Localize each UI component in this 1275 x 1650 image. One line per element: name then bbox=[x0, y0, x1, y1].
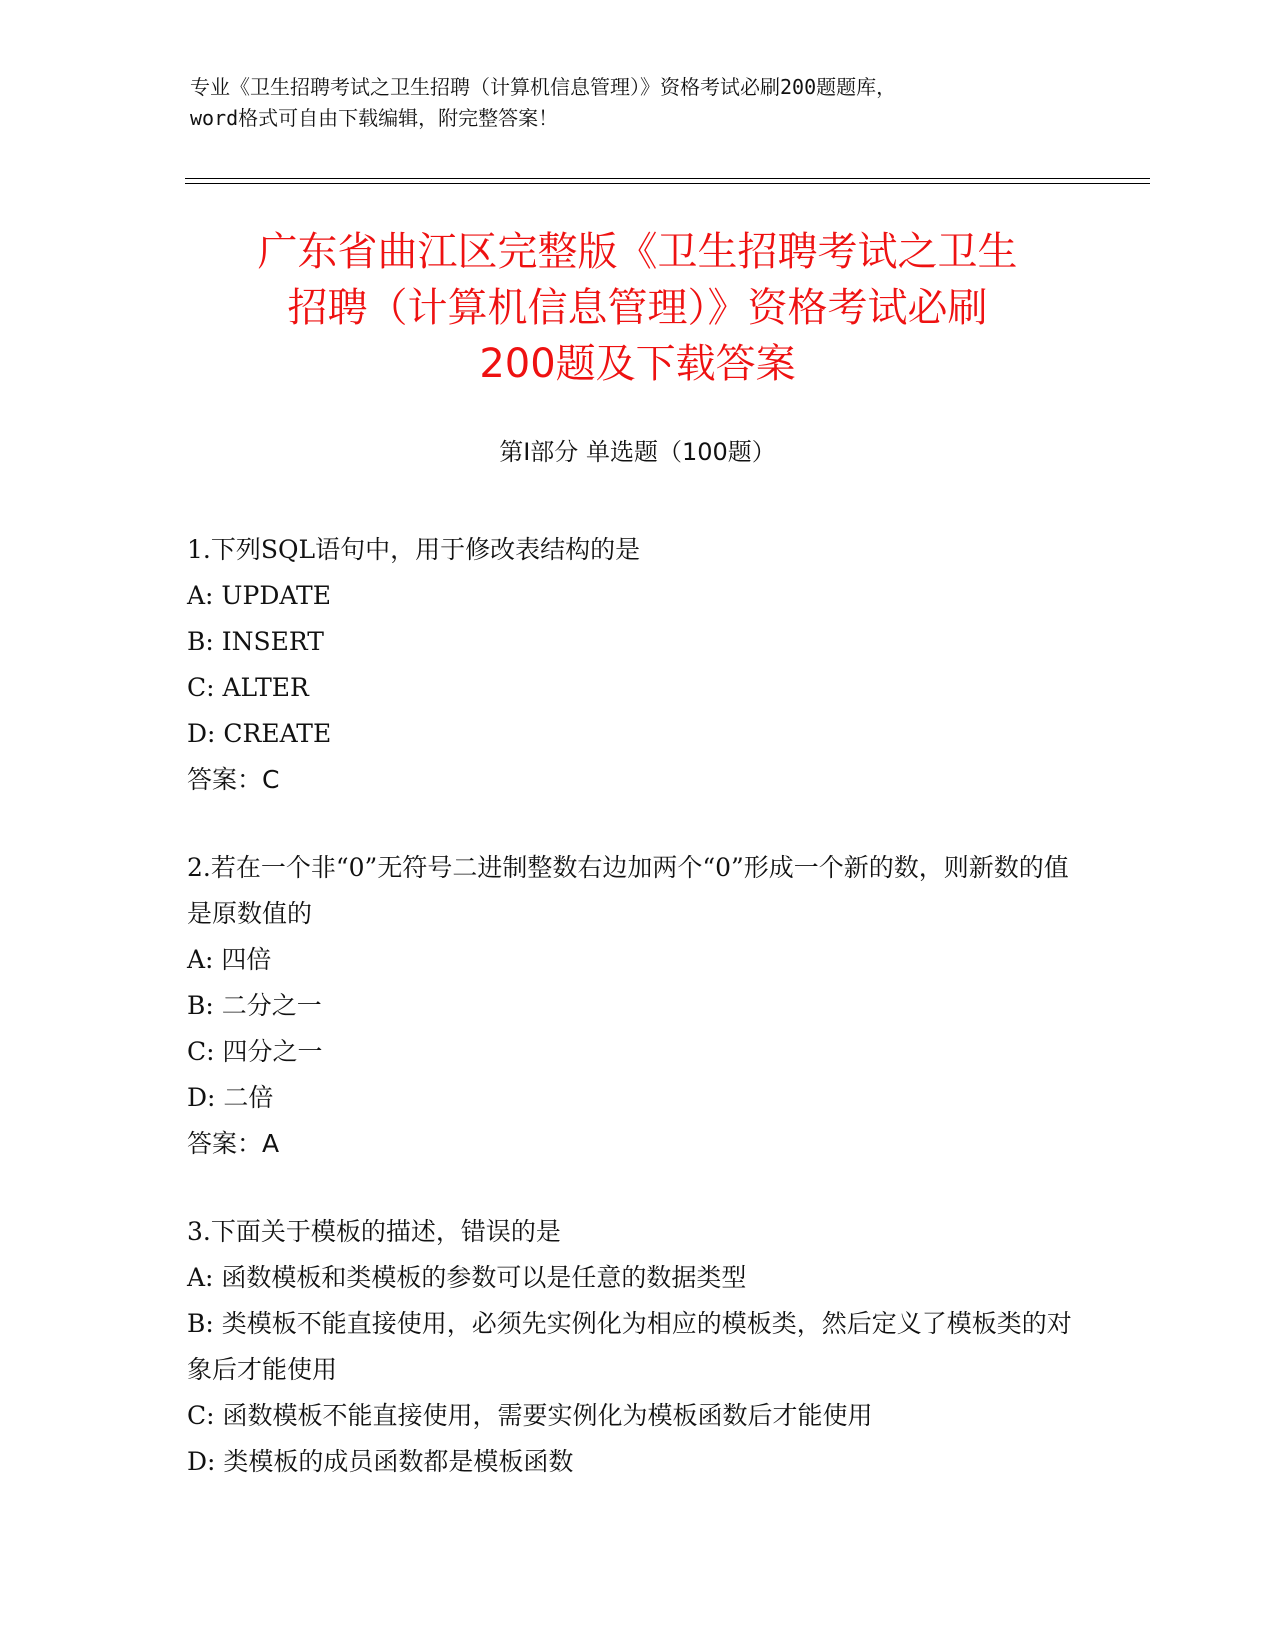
document-title bbox=[170, 224, 1105, 392]
question-2 bbox=[187, 845, 1087, 1167]
section-title: 第Ⅰ部分 单选题（100题） bbox=[499, 438, 776, 466]
option-a: A: 函数模板和类模板的参数可以是任意的数据类型 bbox=[187, 1263, 747, 1292]
header-line-2: word格式可自由下载编辑，附完整答案！ bbox=[190, 106, 559, 130]
option-b: B: 类模板不能直接使用，必须先实例化为相应的模板类，然后定义了模板类的对象后才能使用 bbox=[187, 1309, 1072, 1384]
option-d: D: 类模板的成员函数都是模板函数 bbox=[187, 1447, 574, 1476]
question-1 bbox=[187, 527, 1087, 803]
answer: 答案：A bbox=[187, 1129, 280, 1158]
question-3 bbox=[187, 1209, 1087, 1485]
option-a: A: 四倍 bbox=[187, 945, 272, 974]
answer: 答案：C bbox=[187, 765, 280, 794]
title-line-1: 广东省曲江区完整版《卫生招聘考试之卫生 bbox=[257, 229, 1018, 275]
option-c: C: 函数模板不能直接使用，需要实例化为模板函数后才能使用 bbox=[187, 1401, 873, 1430]
header-divider-top bbox=[185, 178, 1150, 179]
title-line-2: 招聘（计算机信息管理）》资格考试必刷 bbox=[287, 285, 988, 331]
option-b: B: INSERT bbox=[187, 627, 324, 656]
question-stem: 2.若在一个非“0”无符号二进制整数右边加两个“0”形成一个新的数，则新数的值是原数值的 bbox=[187, 853, 1069, 928]
option-c: C: ALTER bbox=[187, 673, 309, 702]
question-stem: 3.下面关于模板的描述，错误的是 bbox=[187, 1217, 561, 1246]
document-header bbox=[190, 72, 1090, 134]
option-a: A: UPDATE bbox=[187, 581, 331, 610]
question-stem: 1.下列SQL语句中，用于修改表结构的是 bbox=[187, 535, 641, 564]
option-d: D: CREATE bbox=[187, 719, 332, 748]
option-c: C: 四分之一 bbox=[187, 1037, 323, 1066]
option-b: B: 二分之一 bbox=[187, 991, 322, 1020]
header-line-1: 专业《卫生招聘考试之卫生招聘（计算机信息管理）》资格考试必刷200题题库， bbox=[190, 75, 897, 99]
header-divider-bottom bbox=[185, 183, 1150, 184]
title-line-3: 200题及下载答案 bbox=[479, 341, 796, 387]
option-d: D: 二倍 bbox=[187, 1083, 274, 1112]
